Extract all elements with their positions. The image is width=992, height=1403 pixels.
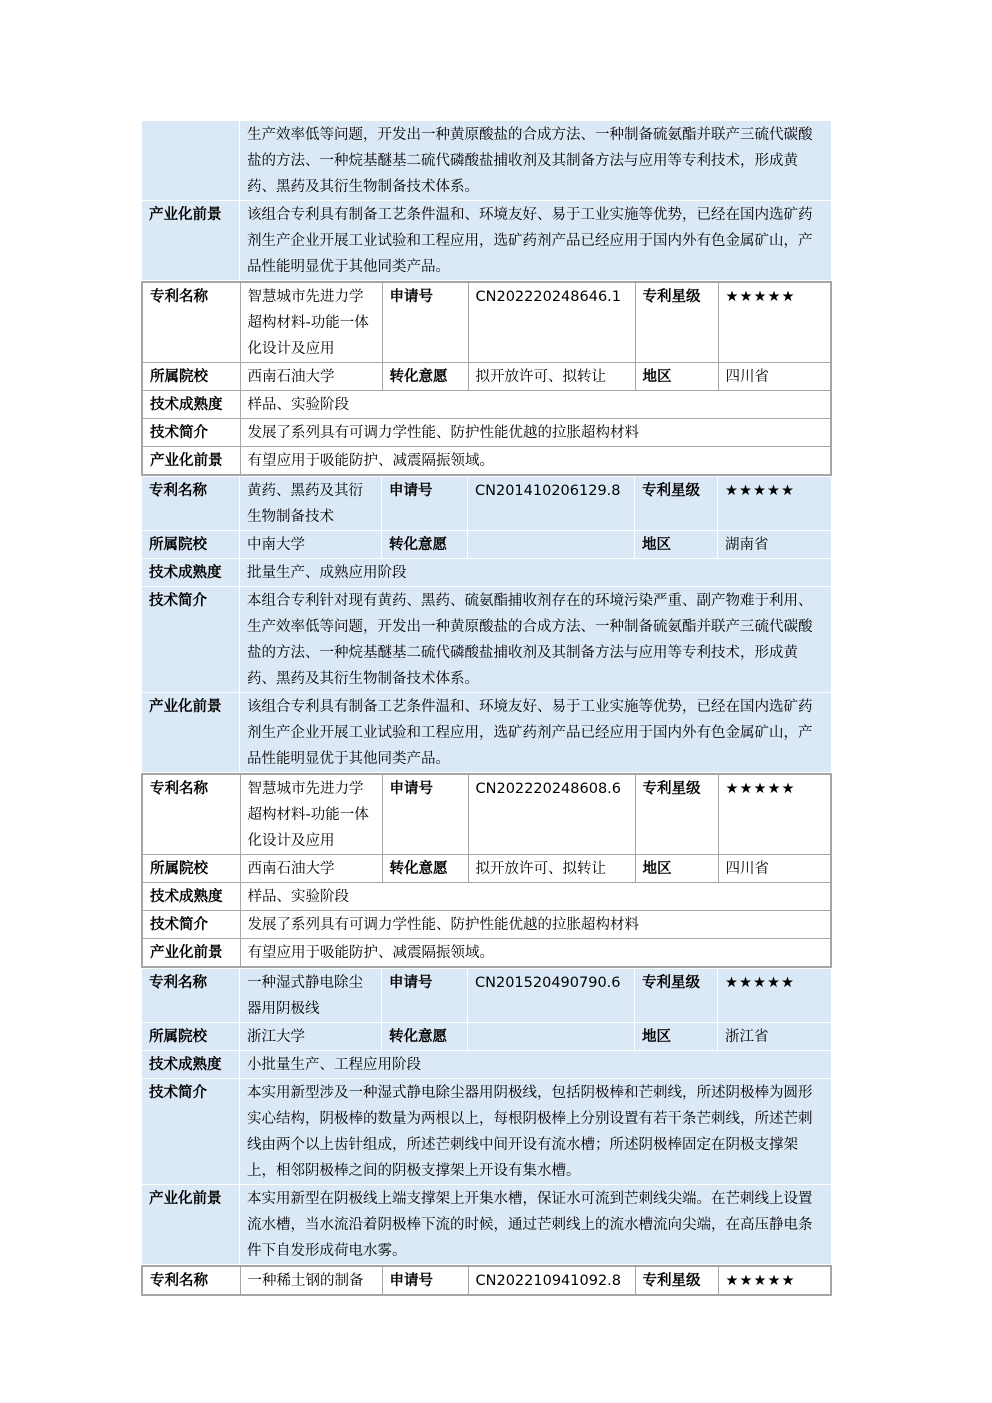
prospect-label: 产业化前景 xyxy=(142,939,240,968)
prospect-value: 有望应用于吸能防护、减震隔振领域。 xyxy=(240,447,831,476)
patent-record xyxy=(141,281,832,476)
school-label: 所属院校 xyxy=(142,1023,240,1051)
app-no-label: 申请号 xyxy=(382,477,468,531)
intro-label: 技术简介 xyxy=(142,911,240,939)
intent-label: 转化意愿 xyxy=(382,1023,468,1051)
maturity-value: 小批量生产、工程应用阶段 xyxy=(240,1051,832,1079)
name-label: 专利名称 xyxy=(142,477,240,531)
app-no-value: CN201520490790.6 xyxy=(468,969,635,1023)
maturity-value: 批量生产、成熟应用阶段 xyxy=(240,559,832,587)
region-label: 地区 xyxy=(635,531,718,559)
intro-label: 技术简介 xyxy=(142,419,240,447)
name-label: 专利名称 xyxy=(142,969,240,1023)
school-value: 浙江大学 xyxy=(240,1023,382,1051)
region-value: 浙江省 xyxy=(718,1023,832,1051)
label-cell-empty xyxy=(142,121,240,201)
intent-label: 转化意愿 xyxy=(382,531,468,559)
school-value: 西南石油大学 xyxy=(240,363,382,391)
intro-value: 本组合专利针对现有黄药、黑药、硫氨酯捕收剂存在的环境污染严重、副产物难于利用、生产效率低等问题，开发出一种黄原酸盐的合成方法、一种制备硫氨酯并联产三硫代碳酸盐的方法、一种烷基醚基二硫代磷酸盐捕收剂及其制备方法与应用等专利技术，形成黄药、黑药及其衍生物制备技术体系。 xyxy=(240,587,832,693)
region-value: 湖南省 xyxy=(718,531,832,559)
prospect-label: 产业化前景 xyxy=(142,693,240,773)
app-no-label: 申请号 xyxy=(382,282,468,363)
name-label: 专利名称 xyxy=(142,1266,240,1295)
star-rating: ★★★★★ xyxy=(718,969,832,1023)
prospect-value: 本实用新型在阴极线上端支撑架上开集水槽，保证水可流到芒刺线尖端。在芒刺线上设置流水槽，当水流沿着阴极棒下流的时候，通过芒刺线上的流水槽流向尖端，在高压静电条件下自发形成荷电水雾。 xyxy=(240,1185,832,1265)
patent-record xyxy=(141,476,832,773)
stars-label: 专利星级 xyxy=(635,1266,718,1295)
school-label: 所属院校 xyxy=(142,531,240,559)
school-value: 中南大学 xyxy=(240,531,382,559)
maturity-value: 样品、实验阶段 xyxy=(240,883,831,911)
app-no-value: CN202220248608.6 xyxy=(468,774,635,855)
prospect-value: 该组合专利具有制备工艺条件温和、环境友好、易于工业实施等优势，已经在国内选矿药剂生产企业开展工业试验和工程应用，选矿药剂产品已经应用于国内外有色金属矿山，产品性能明显优于其他同类产品。 xyxy=(240,693,832,773)
intro-value: 发展了系列具有可调力学性能、防护性能优越的拉胀超构材料 xyxy=(240,419,831,447)
name-label: 专利名称 xyxy=(142,774,240,855)
maturity-label: 技术成熟度 xyxy=(142,1051,240,1079)
region-label: 地区 xyxy=(635,855,718,883)
intro-label: 技术简介 xyxy=(142,587,240,693)
intent-value: 拟开放许可、拟转让 xyxy=(468,855,635,883)
app-no-value: CN202210941092.8 xyxy=(468,1266,635,1295)
patent-name: 一种湿式静电除尘器用阴极线 xyxy=(240,969,382,1023)
prospect-value: 该组合专利具有制备工艺条件温和、环境友好、易于工业实施等优势，已经在国内选矿药剂生产企业开展工业试验和工程应用，选矿药剂产品已经应用于国内外有色金属矿山，产品性能明显优于其他同类产品。 xyxy=(240,201,832,281)
app-no-label: 申请号 xyxy=(382,1266,468,1295)
prospect-value: 有望应用于吸能防护、减震隔振领域。 xyxy=(240,939,831,968)
patent-name: 智慧城市先进力学超构材料-功能一体化设计及应用 xyxy=(240,282,382,363)
stars-label: 专利星级 xyxy=(635,774,718,855)
school-value: 西南石油大学 xyxy=(240,855,382,883)
region-label: 地区 xyxy=(635,1023,718,1051)
intro-label: 技术简介 xyxy=(142,1079,240,1185)
region-value: 四川省 xyxy=(718,363,831,391)
app-no-value: CN202220248646.1 xyxy=(468,282,635,363)
intro-value: 生产效率低等问题，开发出一种黄原酸盐的合成方法、一种制备硫氨酯并联产三硫代碳酸盐的方法、一种烷基醚基二硫代磷酸盐捕收剂及其制备方法与应用等专利技术，形成黄药、黑药及其衍生物制备技术体系。 xyxy=(240,121,832,201)
stars-label: 专利星级 xyxy=(635,477,718,531)
stars-label: 专利星级 xyxy=(635,969,718,1023)
maturity-label: 技术成熟度 xyxy=(142,391,240,419)
patent-record xyxy=(141,1265,832,1296)
patent-record xyxy=(141,773,832,968)
intro-value: 本实用新型涉及一种湿式静电除尘器用阴极线，包括阴极棒和芒刺线，所述阴极棒为圆形实心结构，阴极棒的数量为两根以上，每根阴极棒上分别设置有若干条芒刺线，所述芒刺线由两个以上齿针组成，所述芒刺线中间开设有流水槽；所述阴极棒固定在阴极支撑架上，相邻阴极棒之间的阴极支撑架上开设有集水槽。 xyxy=(240,1079,832,1185)
star-rating: ★★★★★ xyxy=(718,282,831,363)
region-value: 四川省 xyxy=(718,855,831,883)
intent-value xyxy=(468,1023,635,1051)
patent-record xyxy=(141,968,832,1265)
intent-label: 转化意愿 xyxy=(382,855,468,883)
maturity-value: 样品、实验阶段 xyxy=(240,391,831,419)
record-continued xyxy=(141,120,832,281)
school-label: 所属院校 xyxy=(142,363,240,391)
intent-label: 转化意愿 xyxy=(382,363,468,391)
patent-document xyxy=(141,120,832,1296)
intro-value: 发展了系列具有可调力学性能、防护性能优越的拉胀超构材料 xyxy=(240,911,831,939)
app-no-label: 申请号 xyxy=(382,774,468,855)
stars-label: 专利星级 xyxy=(635,282,718,363)
name-label: 专利名称 xyxy=(142,282,240,363)
app-no-value: CN201410206129.8 xyxy=(468,477,635,531)
intent-value xyxy=(468,531,635,559)
prospect-label: 产业化前景 xyxy=(142,201,240,281)
star-rating: ★★★★★ xyxy=(718,1266,831,1295)
app-no-label: 申请号 xyxy=(382,969,468,1023)
intent-value: 拟开放许可、拟转让 xyxy=(468,363,635,391)
prospect-label: 产业化前景 xyxy=(142,447,240,476)
region-label: 地区 xyxy=(635,363,718,391)
maturity-label: 技术成熟度 xyxy=(142,559,240,587)
patent-name: 黄药、黑药及其衍生物制备技术 xyxy=(240,477,382,531)
star-rating: ★★★★★ xyxy=(718,477,832,531)
patent-name: 一种稀土钢的制备 xyxy=(240,1266,382,1295)
star-rating: ★★★★★ xyxy=(718,774,831,855)
patent-name: 智慧城市先进力学超构材料-功能一体化设计及应用 xyxy=(240,774,382,855)
prospect-label: 产业化前景 xyxy=(142,1185,240,1265)
maturity-label: 技术成熟度 xyxy=(142,883,240,911)
school-label: 所属院校 xyxy=(142,855,240,883)
